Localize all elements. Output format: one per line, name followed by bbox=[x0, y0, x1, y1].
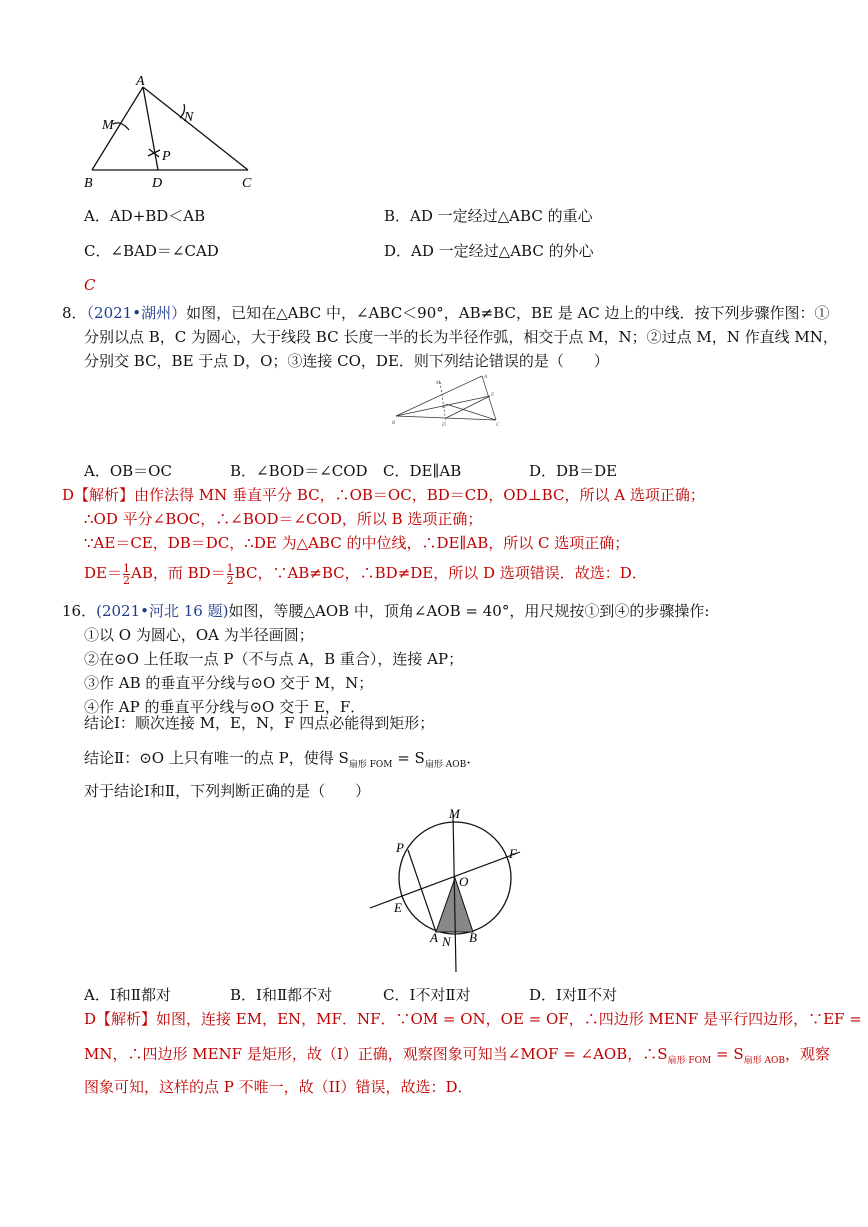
svg-text:C: C bbox=[496, 423, 500, 428]
q16-number: 16． bbox=[62, 602, 97, 620]
svg-text:D: D bbox=[442, 423, 446, 428]
q8-analysis-line3: ∵AE＝CE，DB＝DC，∴DE 为△ABC 的中位线，∴DE∥AB，所以 C 选项正确； bbox=[84, 534, 630, 552]
q16-stem bbox=[62, 600, 709, 622]
q16-label-a: A bbox=[430, 930, 438, 945]
q7-label-p: P bbox=[162, 149, 171, 164]
q16-option-d: D．Ⅰ对Ⅱ不对 bbox=[529, 986, 618, 1004]
svg-text:A: A bbox=[484, 375, 488, 380]
q8-analysis-line2: ∴OD 平分∠BOC，∴∠BOD＝∠COD，所以 B 选项正确； bbox=[84, 510, 483, 528]
q7-option-c: C．∠BAD＝∠CAD bbox=[84, 242, 219, 260]
q16-label-m: M bbox=[449, 806, 460, 821]
q16-label-p: P bbox=[396, 840, 404, 855]
q7-option-d: D．AD 一定经过△ABC 的外心 bbox=[384, 242, 594, 260]
q8-stem-line3: 分别交 BC，BE 于点 D，O；③连接 CO，DE．则下列结论错误的是（ ） bbox=[84, 352, 609, 370]
q7-label-n: N bbox=[184, 110, 194, 125]
q7-label-m: M bbox=[102, 118, 114, 133]
q16-option-b: B．Ⅰ和Ⅱ都不对 bbox=[230, 986, 333, 1004]
q16-label-o: O bbox=[459, 874, 469, 889]
q7-option-a: A．AD+BD＜AB bbox=[84, 207, 206, 225]
q8-number: 8． bbox=[62, 304, 87, 322]
q8-line4-c: BC，∵AB≠BC，∴BD≠DE，所以 D 选项错误．故选：D． bbox=[234, 564, 647, 582]
q8-analysis-line4 bbox=[84, 562, 647, 592]
q7-triangle-figure bbox=[80, 72, 270, 194]
q8-stem-line2: 分别以点 B，C 为圆心，大于线段 BC 长度一半的长为半径作弧，相交于点 M，N；②过点 M，N 作直线 MN， bbox=[84, 328, 838, 346]
svg-text:O: O bbox=[442, 405, 446, 410]
q8-option-a: A．OB＝OC bbox=[84, 462, 172, 480]
q16-option-c: C．Ⅰ不对Ⅱ对 bbox=[383, 986, 471, 1004]
q7-label-b: B bbox=[84, 176, 93, 191]
q16-step-4: ④作 AP 的垂直平分线与⊙O 交于 E，F． bbox=[84, 698, 366, 716]
q8-analysis-body: 由作法得 MN 垂直平分 BC，∴OB＝OC，BD＝CD，OD⊥BC，所以 A 选项正确； bbox=[134, 486, 705, 504]
q8-stem-1: 如图，已知在△ABC 中，∠ABC＜90°，AB≠BC，BE 是 AC 边上的中线．按下列步骤作图：① bbox=[186, 304, 830, 322]
q16-conclusion-1: 结论Ⅰ：顺次连接 M，E，N，F 四点必能得到矩形； bbox=[84, 714, 435, 732]
q16-label-f: F bbox=[509, 846, 517, 861]
q7-answer: C bbox=[84, 276, 96, 294]
q16-source: (2021•河北 16 题) bbox=[96, 602, 229, 620]
q7-label-a: A bbox=[136, 74, 145, 89]
q8-analysis-head: D【解析】 bbox=[62, 486, 135, 504]
q16-analysis-line1: D【解析】如图，连接 EM，EN，MF．NF．∵OM = ON，OE = OF，∴四边形 MENF 是平行四边形，∵EF = bbox=[84, 1010, 862, 1028]
q16-step-3: ③作 AB 的垂直平分线与⊙O 交于 M，N； bbox=[84, 674, 374, 692]
q8-option-b: B．∠BOD＝∠COD bbox=[230, 462, 368, 480]
q16-label-n: N bbox=[442, 934, 451, 949]
svg-text:M: M bbox=[436, 381, 441, 386]
q8-figure bbox=[392, 372, 502, 430]
q8-source: （2021•湖州） bbox=[86, 304, 187, 322]
q16-analysis-line3: 图象可知，这样的点 P 不唯一，故（II）错误，故选：D． bbox=[84, 1078, 473, 1096]
q16-conclusion-2: 结论Ⅱ：⊙O 上只有唯一的点 P，使得 $S_{扇形 FOM} = S_{扇形 AOB}$． bbox=[84, 749, 482, 770]
q16-analysis-line2: MN，∴四边形 MENF 是矩形，故（I）正确，观察图象可知当∠MOF = ∠AOB，$\therefore S_{扇形 FOM} = S_{扇形 AOB}$，观察 bbox=[84, 1045, 830, 1066]
q8-option-d: D．DB＝DE bbox=[529, 462, 618, 480]
q16-circle-figure bbox=[360, 806, 540, 978]
q16-step-2: ②在⊙O 上任取一点 P（不与点 A，B 重合），连接 AP； bbox=[84, 650, 464, 668]
q16-question: 对于结论Ⅰ和Ⅱ，下列判断正确的是（ ） bbox=[84, 782, 371, 800]
q7-label-c: C bbox=[242, 176, 252, 191]
q8-line4-a: DE＝ bbox=[84, 564, 122, 582]
q16-label-e: E bbox=[394, 900, 402, 915]
q7-label-d: D bbox=[152, 176, 163, 191]
q16-step-1: ①以 O 为圆心，OA 为半径画圆； bbox=[84, 626, 314, 644]
q16-stem-text: 如图，等腰△AOB 中，顶角∠AOB = 40°，用尺规按①到④的步骤操作: bbox=[228, 602, 710, 620]
q8-stem-line1 bbox=[62, 302, 830, 324]
q8-fraction-2: $\frac{1}{2}$ bbox=[226, 561, 234, 587]
q16-option-a: A．Ⅰ和Ⅱ都对 bbox=[84, 986, 171, 1004]
q8-analysis-line1 bbox=[62, 484, 705, 506]
q8-fraction-1: $\frac{1}{2}$ bbox=[122, 561, 130, 587]
q8-line4-b: AB，而 BD＝ bbox=[130, 564, 226, 582]
q16-label-b: B bbox=[469, 930, 477, 945]
q8-option-c: C．DE∥AB bbox=[383, 462, 462, 480]
svg-text:E: E bbox=[491, 393, 495, 398]
q7-option-b: B．AD 一定经过△ABC 的重心 bbox=[384, 207, 593, 225]
svg-text:B: B bbox=[392, 421, 396, 426]
